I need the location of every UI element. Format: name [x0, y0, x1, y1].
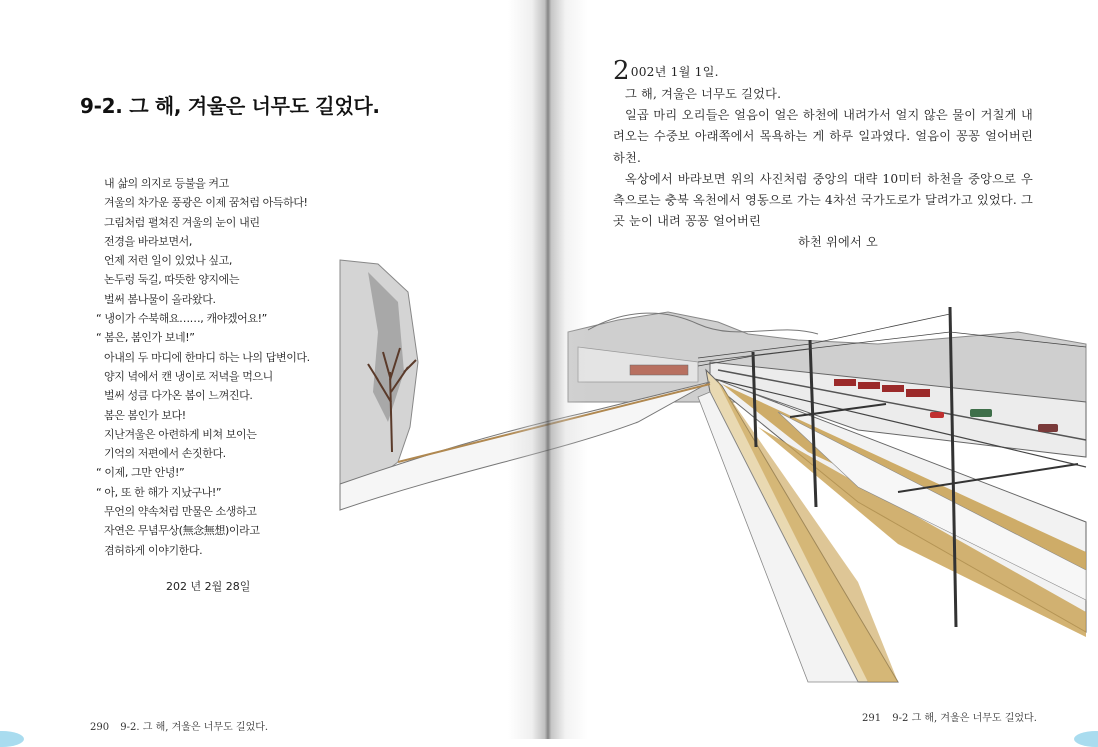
poem-line: 무언의 약속처럼 만물은 소생하고 [104, 505, 257, 519]
diary-paragraph: 그 해, 겨울은 너무도 길었다. [625, 87, 782, 101]
poem-line: 논두렁 둑길, 따뜻한 양지에는 [104, 273, 240, 287]
drop-cap: 2 [613, 56, 630, 86]
page-number: 291 [862, 713, 882, 724]
diary-paragraph: 하천 위에서 오 [798, 235, 878, 250]
poem-line: “ 냉이가 수북해요……, 캐야겠어요!” [96, 312, 267, 326]
car-dark [1038, 424, 1058, 432]
poem-line: 지난겨울은 아련하게 비쳐 보이는 [104, 427, 257, 441]
winter-river-illustration [338, 252, 1088, 692]
diary-date [613, 58, 1033, 84]
poem [96, 174, 364, 560]
poem-line: “ 이제, 그만 안녕!” [96, 466, 185, 480]
footer-right [862, 709, 1037, 724]
page-number: 290 [90, 722, 110, 733]
poem-line: “ 봄은, 봄인가 보네!” [96, 331, 195, 345]
book-gutter [508, 0, 588, 739]
poem-line: 전경을 바라보면서, [104, 234, 193, 248]
poem-date: 202 년 2월 28일 [166, 580, 251, 593]
running-title: 9-2. 그 해, 겨울은 너무도 길었다. [120, 722, 269, 733]
poem-line: 벌써 성큼 다가온 봄이 느껴진다. [104, 389, 253, 403]
diary-paragraph: 일곱 마리 오리들은 얼음이 얼은 하천에 내려가서 얼지 않은 물이 거칠게 내려오는 수중보 아래쪽에서 목욕하는 게 하루 일과였다. 얼음이 꽁꽁 얼어버린 하천. [613, 108, 1033, 165]
diary-text [613, 58, 1033, 254]
footer-left [90, 718, 268, 733]
building [630, 365, 688, 375]
poem-line: 언제 저런 일이 있었나 싶고, [104, 254, 232, 268]
poem-line: 아내의 두 마디에 한마디 하는 나의 답변이다. [104, 350, 310, 364]
poem-line: 그림처럼 펼쳐진 겨울의 눈이 내린 [104, 215, 260, 229]
poem-line: 양지 녘에서 캔 냉이로 저녁을 먹으니 [104, 369, 273, 383]
poem-line: 겨울의 차가운 풍광은 이제 꿈처럼 아득하다! [104, 196, 308, 210]
poem-line: 내 삶의 의지로 등불을 켜고 [104, 177, 229, 190]
chapter-title: 9-2. 그 해, 겨울은 너무도 길었다. [80, 94, 380, 118]
running-title: 9-2 그 해, 겨울은 너무도 길었다. [892, 713, 1037, 724]
poem-line: 겸허하게 이야기한다. [104, 543, 203, 557]
corner-accent-right [1074, 731, 1098, 747]
poem-line: 자연은 무념무상(無念無想)이라고 [104, 524, 260, 538]
poem-line: 기억의 저편에서 손짓한다. [104, 447, 226, 461]
car-red [930, 412, 944, 418]
date-text: 002년 1월 1일. [630, 65, 719, 79]
poem-line: 벌써 봄나물이 올라왔다. [104, 292, 216, 306]
poem-line: “ 아, 또 한 해가 지났구나!” [96, 485, 222, 499]
diary-paragraph: 옥상에서 바라보면 위의 사진처럼 중앙의 대략 10미터 하천을 중앙으로 우측으로는 충북 옥천에서 영동으로 가는 4차선 국가도로가 달려가고 있었다. 그곳 눈이 내려 꽁꽁 얼어버린 [613, 171, 1033, 229]
car-green [970, 409, 992, 417]
poem-line: 봄은 봄인가 보다! [104, 408, 186, 422]
